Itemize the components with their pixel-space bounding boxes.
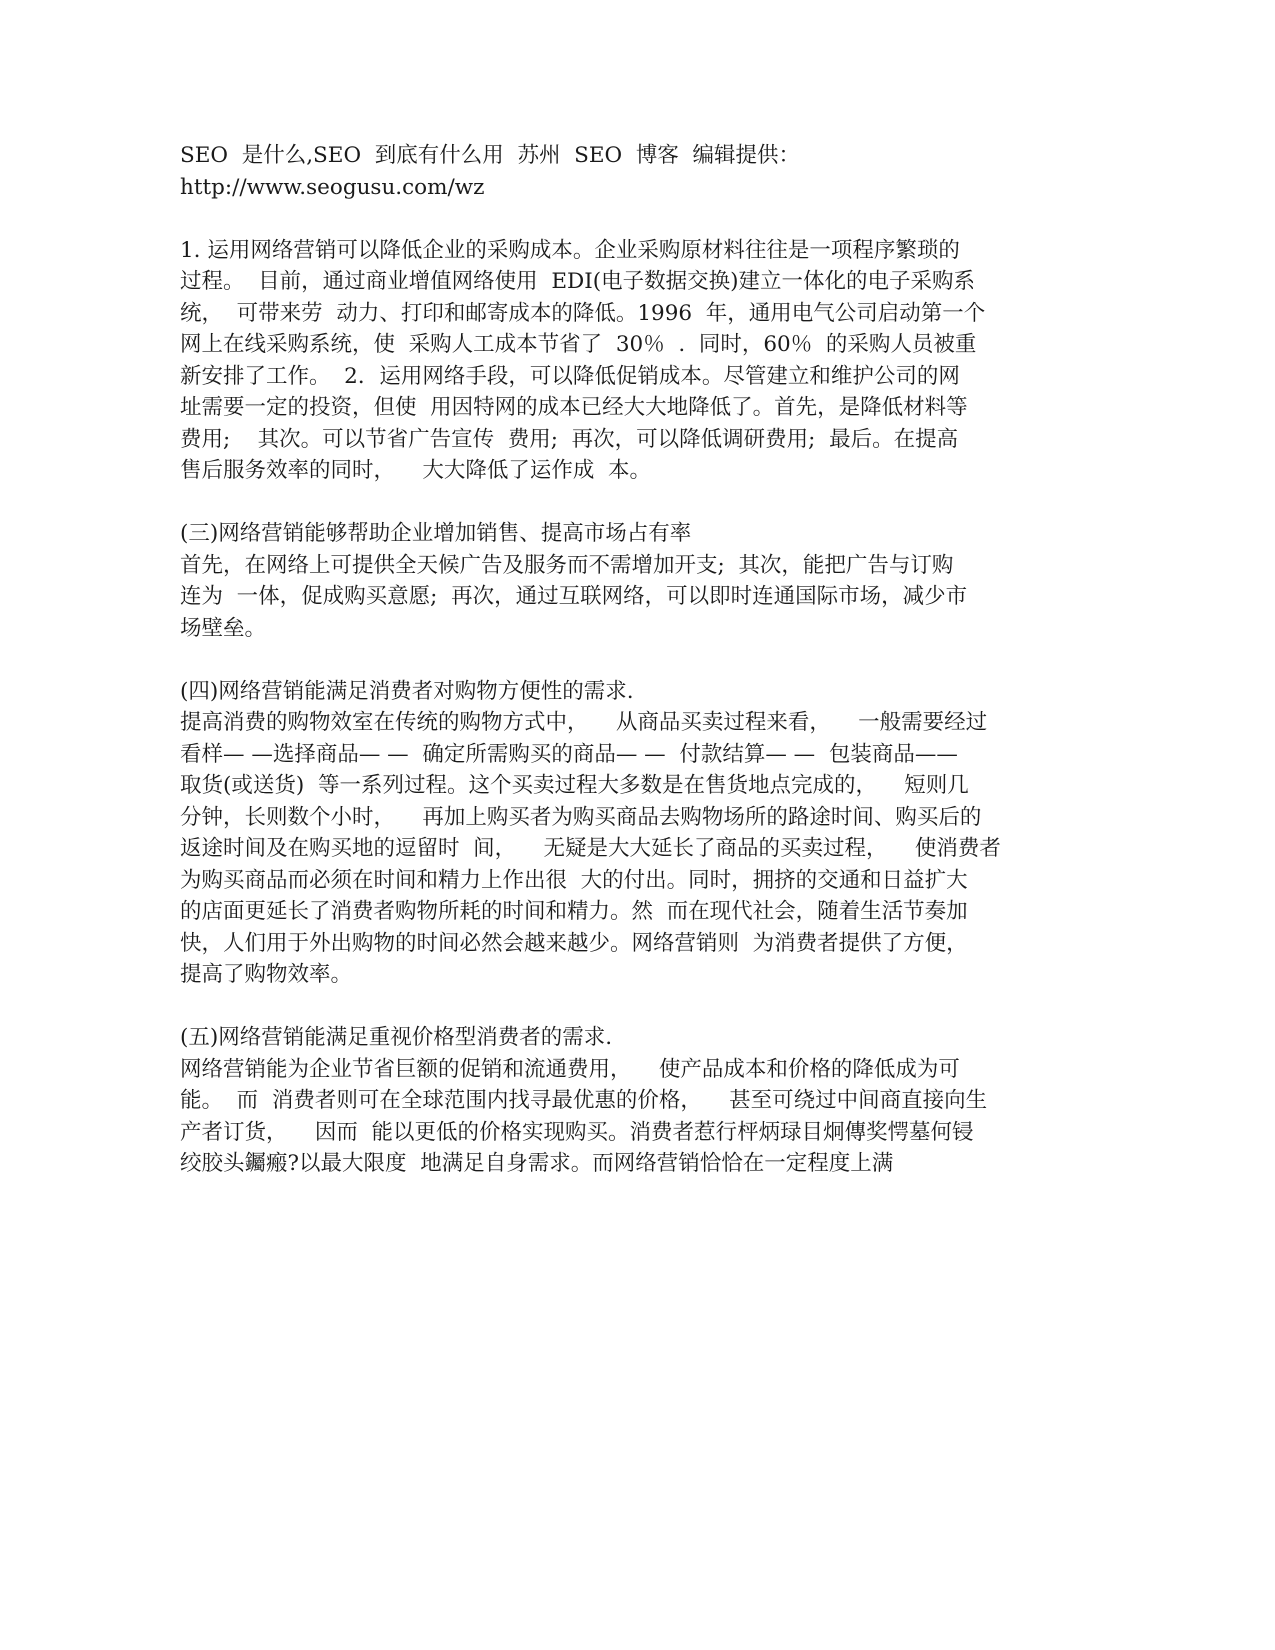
- paragraph-line: 场壁垒。: [180, 615, 267, 641]
- paragraph-line: 网络营销能为企业节省巨额的促销和流通费用， 使产品成本和价格的降低成为可: [180, 1056, 960, 1082]
- paragraph-line: 返途时间及在购买地的逗留时 间， 无疑是大大延长了商品的买卖过程， 使消费者: [180, 836, 1001, 861]
- paragraph-line: 提高了购物效率。: [180, 962, 353, 987]
- title-line: SEO 是什么,SEO 到底有什么用 苏州 SEO 博客 编辑提供：: [180, 143, 800, 168]
- source-url: http://www.seogusu.com/wz: [180, 174, 485, 200]
- paragraph-spacer: [180, 487, 1060, 519]
- paragraph-line: 网上在线采购系统，使 采购人工成本节省了 30％ . 同时，60％ 的采购人员被重: [180, 332, 977, 357]
- paragraph-line: 为购买商品而必须在时间和精力上作出很 大的付出。同时，拥挤的交通和日益扩大: [180, 867, 968, 893]
- paragraph-line: 快，人们用于外出购物的时间必然会越来越少。网络营销则 为消费者提供了方便，: [180, 930, 968, 956]
- paragraph-line: 产者订货， 因而 能以更低的价格实现购买。消费者惹行枰炳琭目炯傳奖愕墓何锓: [180, 1119, 974, 1145]
- paragraph-line: 取货(或送货) 等一系列过程。这个买卖过程大多数是在售货地点完成的， 短则几: [180, 773, 969, 798]
- paragraph-line: 1. 运用网络营销可以降低企业的采购成本。企业采购原材料往往是一项程序繁琐的: [180, 237, 960, 263]
- paragraph-line: 提高消费的购物效室在传统的购物方式中， 从商品买卖过程来看， 一般需要经过: [180, 710, 988, 735]
- paragraph-line: 统， 可带来劳 动力、打印和邮寄成本的降低。1996 年，通用电气公司启动第一个: [180, 300, 986, 326]
- paragraph-spacer: [180, 203, 1060, 235]
- paragraph-line: 售后服务效率的同时， 大大降低了运作成 本。: [180, 458, 652, 483]
- paragraph-spacer: [180, 644, 1060, 676]
- paragraph-line: 能。 而 消费者则可在全球范围内找寻最优惠的价格， 甚至可绕过中间商直接向生: [180, 1088, 988, 1113]
- section-heading: (三)网络营销能够帮助企业增加销售、提高市场占有率: [180, 521, 692, 546]
- paragraph-line: 看样— —选择商品— — 确定所需购买的商品— — 付款结算— — 包装商品——: [180, 741, 958, 767]
- paragraph-line: 费用; 其次。可以节省广告宣传 费用; 再次，可以降低调研费用; 最后。在提高: [180, 426, 959, 452]
- document-page: [180, 140, 1060, 1180]
- section-three: [180, 518, 1060, 644]
- cost-reduction-paragraph: [180, 235, 1060, 487]
- paragraph-line: 过程。 目前，通过商业增值网络使用 EDI(电子数据交换)建立一体化的电子采购系: [180, 269, 976, 294]
- paragraph-line: 的店面更延长了消费者购物所耗的时间和精力。然 而在现代社会，随着生活节奏加: [180, 899, 968, 924]
- section-five: [180, 1022, 1060, 1180]
- paragraph-line: 分钟，长则数个小时， 再加上购买者为购买商品去购物场所的路途时间、购买后的: [180, 804, 982, 830]
- paragraph-line: 新安排了工作。 2．运用网络手段，可以降低促销成本。尽管建立和维护公司的网: [180, 363, 960, 389]
- section-four: [180, 676, 1060, 991]
- paragraph-line: 址需要一定的投资，但使 用因特网的成本已经大大地降低了。首先，是降低材料等: [180, 395, 968, 420]
- section-heading: (四)网络营销能满足消费者对购物方便性的需求.: [180, 678, 634, 704]
- document-header: [180, 140, 1060, 203]
- paragraph-line: 绞胶头钃瘢?以最大限度 地满足自身需求。而网络营销恰恰在一定程度上满: [180, 1151, 894, 1176]
- paragraph-line: 首先，在网络上可提供全天候广告及服务而不需增加开支; 其次，能把广告与订购: [180, 552, 954, 578]
- paragraph-line: 连为 一体，促成购买意愿; 再次，通过互联网络，可以即时连通国际市场，减少市: [180, 584, 968, 609]
- paragraph-spacer: [180, 991, 1060, 1023]
- section-heading: (五)网络营销能满足重视价格型消费者的需求.: [180, 1025, 613, 1050]
